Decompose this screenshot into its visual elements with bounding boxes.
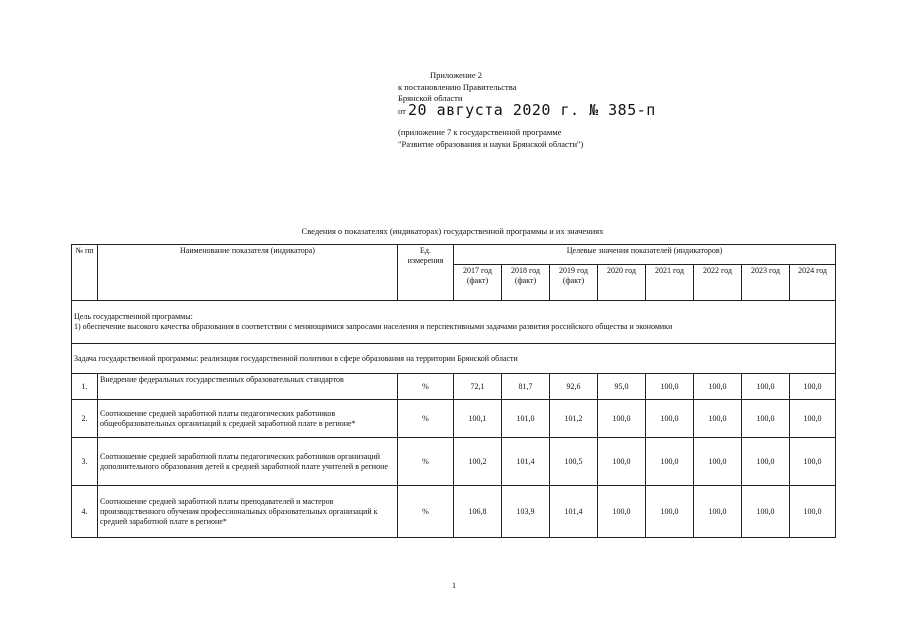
program-goal: [72, 301, 836, 344]
col-header-targets: Целевые значения показателей (индикаторов): [454, 245, 836, 265]
task-row: [72, 344, 836, 374]
row-number: 4.: [72, 486, 98, 538]
goal-heading: Цель государственной программы:: [74, 312, 193, 321]
value-cell: 106,8: [454, 486, 502, 538]
value-cell: 100,5: [550, 438, 598, 486]
year-label: 2023 год: [751, 266, 780, 275]
value-cell: 100,0: [598, 438, 646, 486]
value-cell: 100,0: [742, 400, 790, 438]
value-cell: 100,0: [742, 374, 790, 400]
table-row: [72, 486, 836, 538]
decree-date-line: [398, 100, 656, 119]
value-cell: 100,0: [694, 486, 742, 538]
col-header-unit-l1: Ед.: [420, 246, 431, 255]
col-header-name: Наименование показателя (индикатора): [98, 245, 398, 301]
value-cell: 100,0: [790, 400, 836, 438]
table-row: [72, 374, 836, 400]
decree-date-number: 20 августа 2020 г. № 385-п: [407, 100, 656, 119]
value-cell: 100,0: [646, 438, 694, 486]
year-label: 2024 год: [798, 266, 827, 275]
row-number: 1.: [72, 374, 98, 400]
value-cell: 100,0: [694, 374, 742, 400]
year-label: 2018 год: [511, 266, 540, 275]
value-cell: 100,2: [454, 438, 502, 486]
program-note-line2: "Развитие образования и науки Брянской области"): [398, 138, 584, 149]
date-prefix: от: [398, 105, 406, 116]
value-cell: 103,9: [502, 486, 550, 538]
col-header-unit-l2: измерения: [407, 256, 444, 265]
row-number: 2.: [72, 400, 98, 438]
value-cell: 100,0: [790, 438, 836, 486]
value-cell: 100,0: [694, 400, 742, 438]
value-cell: 100,0: [646, 400, 694, 438]
value-cell: 100,0: [790, 374, 836, 400]
appendix-decree: к постановлению Правительства: [398, 81, 517, 92]
goal-row: [72, 301, 836, 344]
col-header-no: № пп: [72, 245, 98, 301]
indicator-unit: %: [398, 400, 454, 438]
value-cell: 101,0: [502, 400, 550, 438]
value-cell: 101,4: [550, 486, 598, 538]
year-header: [598, 265, 646, 301]
value-cell: 100,0: [694, 438, 742, 486]
value-cell: 95,0: [598, 374, 646, 400]
appendix-header: [398, 70, 656, 150]
value-cell: 100,0: [598, 486, 646, 538]
indicators-table: [71, 244, 836, 538]
value-cell: 100,0: [790, 486, 836, 538]
indicator-name: Соотношение средней заработной платы педагогических работников общеобразовательных организаций к средней заработной плате в регионе*: [98, 400, 398, 438]
year-header: [550, 265, 598, 301]
value-cell: 100,0: [742, 438, 790, 486]
value-cell: 101,4: [502, 438, 550, 486]
col-header-unit: [398, 245, 454, 301]
year-label: 2020 год: [607, 266, 636, 275]
fact-label: (факт): [562, 276, 585, 285]
indicator-name: Соотношение средней заработной платы педагогических работников организаций дополнительного образования детей к средней заработной плате учителей в регионе: [98, 438, 398, 486]
indicator-unit: %: [398, 486, 454, 538]
indicator-unit: %: [398, 374, 454, 400]
goal-text: 1) обеспечение высокого качества образования в соответствии с меняющимися запросами населения и перспективными задачами развития российского общества и экономики: [74, 322, 673, 331]
year-header: [502, 265, 550, 301]
year-header: [742, 265, 790, 301]
header-row-1: [72, 245, 836, 265]
value-cell: 100,0: [742, 486, 790, 538]
year-label: 2017 год: [463, 266, 492, 275]
year-label: 2019 год: [559, 266, 588, 275]
value-cell: 100,0: [646, 374, 694, 400]
value-cell: 72,1: [454, 374, 502, 400]
year-label: 2022 год: [703, 266, 732, 275]
value-cell: 101,2: [550, 400, 598, 438]
table-row: [72, 438, 836, 486]
value-cell: 100,0: [598, 400, 646, 438]
table-title: Сведения о показателях (индикаторах) государственной программы и их значениях: [301, 226, 604, 236]
table-row: [72, 400, 836, 438]
value-cell: 92,6: [550, 374, 598, 400]
page-number: 1: [452, 581, 456, 590]
row-number: 3.: [72, 438, 98, 486]
year-header: [790, 265, 836, 301]
value-cell: 100,0: [646, 486, 694, 538]
fact-label: (факт): [466, 276, 489, 285]
fact-label: (факт): [514, 276, 537, 285]
year-header: [694, 265, 742, 301]
indicator-name: Соотношение средней заработной платы преподавателей и мастеров производственного обучения профессиональных образовательных организаций к средней заработной плате в регионе*: [98, 486, 398, 538]
appendix-region: Брянской области: [398, 93, 463, 103]
year-header: [454, 265, 502, 301]
value-cell: 81,7: [502, 374, 550, 400]
year-header: [646, 265, 694, 301]
program-task: Задача государственной программы: реализация государственной политики в сфере образования на территории Брянской области: [72, 344, 836, 374]
program-note-line1: (приложение 7 к государственной программе: [398, 127, 562, 137]
indicator-unit: %: [398, 438, 454, 486]
value-cell: 100,1: [454, 400, 502, 438]
indicator-name: Внедрение федеральных государственных образовательных стандартов: [98, 374, 398, 400]
appendix-title: Приложение 2: [430, 70, 482, 80]
year-label: 2021 год: [655, 266, 684, 275]
